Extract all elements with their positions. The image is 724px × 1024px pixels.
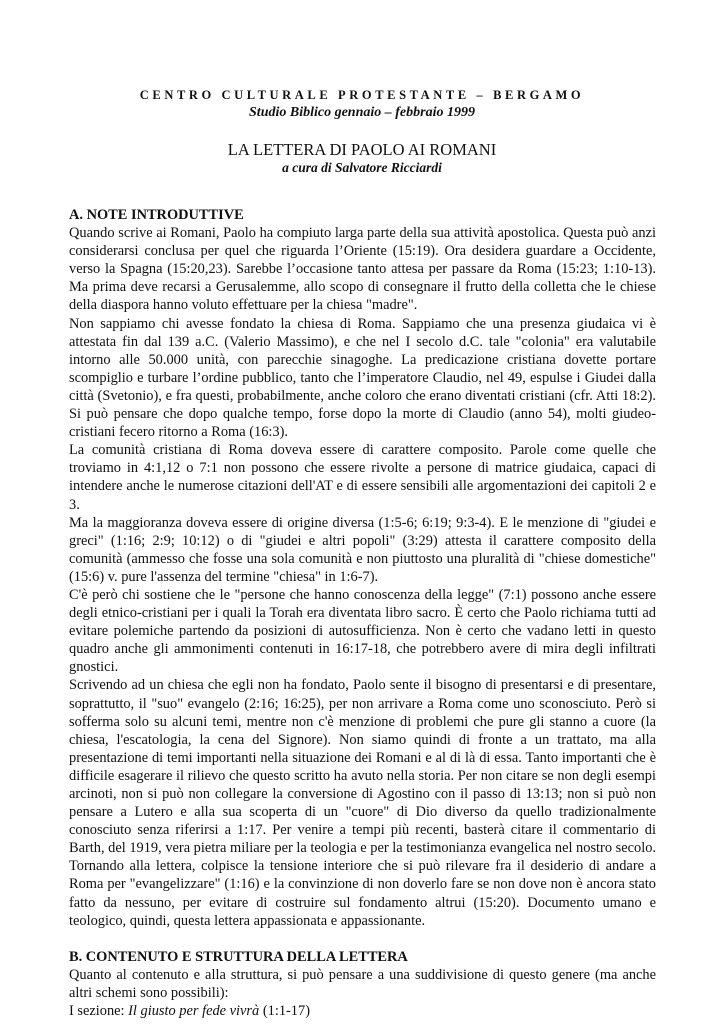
paragraph: Tornando alla lettera, colpisce la tensione interiore che si può rilevare fra il desiderio di andare a Roma per "evangelizzare" (1:16) e la convinzione di non doverlo fare se non dove non è ancora stato fatto da nessuno, per evitare di costruire sul fondamento altrui (15:20). Documento umano e teologico, quindi, questa lettera appassionata e appassionante. [69, 858, 656, 929]
curator-line: a cura di Salvatore Ricciardi [282, 160, 442, 175]
section-a-heading: A. NOTE INTRODUTTIVE [69, 207, 244, 223]
paragraph: C'è però chi sostiene che le "persone che hanno conoscenza della legge" (7:1) possono anche essere degli etnico-cristiani per i quali la Torah era diventata libro sacro. È certo che Paolo richiama tutti ad evitare polemiche partendo da posizioni di autosufficienza. Non è certo che vadano letti in questo quadro anche gli ammonimenti contenuti in 16:17-18, che potrebbero avere di mira degli infiltrati gnostici. [69, 586, 656, 676]
section-item-ref: (1:1-17) [259, 1003, 310, 1020]
paragraph: Ma la maggioranza doveva essere di origine diversa (1:5-6; 6:19; 9:3-4). E le menzione di "giudei e greci" (1:16; 2:9; 10:12) o di "giudei e altri popoli" (3:29) attesta il carattere composito della comunità (ammesso che fosse una sola comunità e non piuttosto una pluralità di "chiese domestiche" (15:6) v. pure l'assenza del termine "chiesa" in 1:6-7). [69, 514, 656, 585]
paragraph: Quando scrive ai Romani, Paolo ha compiuto larga parte della sua attività apostolica. Questa può anzi considerarsi conclusa per quel che riguarda l’Oriente (15:19). Ora desidera guardare a Occidente, verso la Spagna (15:20,23). Sarebbe l’occasione tanto attesa per passare da Roma (15:23; 1:10-13). Ma prima deve recarsi a Gerusalemme, allo scopo di consegnare il frutto della colletta che le chiese della diaspora hanno voluto effettuare per la chiesa "madre". [69, 225, 656, 314]
paragraph: Quanto al contenuto e alla struttura, si può pensare a una suddivisione di questo genere (ma anche altri schemi sono possibili): [69, 966, 656, 1001]
paragraph: Non sappiamo chi avesse fondato la chiesa di Roma. Sappiamo che una presenza giudaica vi è attestata fin dal 139 a.C. (Valerio Massimo), e che nel I secolo d.C. tale "colonia" era valutabile intorno alle 50.000 unità, con parecchie sinagoghe. La predicazione cristiana dovette portare scompiglio e turbare l’ordine pubblico, tanto che l’imperatore Claudio, nel 49, espulse i Giudei dalla città (Svetonio), e fra questi, probabilmente, anche coloro che erano diventati cristiani (cfr. Atti 18:2). Si può pensare che dopo qualche tempo, forse dopo la morte di Claudio (anno 54), molti giudeo-cristiani fecero ritorno a Roma (16:3). [69, 315, 656, 441]
document-title: LA LETTERA DI PAOLO AI ROMANI [227, 140, 497, 159]
organization-header: CENTRO CULTURALE PROTESTANTE – BERGAMO [139, 88, 585, 102]
section-b-heading: B. CONTENUTO E STRUTTURA DELLA LETTERA [69, 948, 408, 965]
document-body [69, 206, 656, 1020]
paragraph: Scrivendo ad un chiesa che egli non ha fondato, Paolo sente il bisogno di presentarsi e di presentare, soprattutto, il "suo" evangelo (2:16; 16:25), per non arrivare a Roma come uno sconosciuto. Però si sofferma solo su alcuni temi, mentre non c'è menzione di problemi che pure gli stanno a cuore (la chiesa, l'escatologia, la cena del Signore). Non siamo quindi di fronte a un trattato, ma alla presentazione di temi importanti nella situazione dei Romani e al di là di essa. Tanto importanti che è difficile esagerare il rilievo che questo scritto ha avuto nella storia. Per non citare se non degli esempi arcinoti, non si può non collegare la conversione di Agostino con il passo di 13:13; non si può non pensare a Lutero e alla sua scoperta di un "cuore" di Dio diverso da quello tradizionalmente conosciuto senza riferirsi a 1:17. Per venire a tempi più recenti, basterà citare il commentario di Barth, del 1919, vera pietra miliare per la teologia e per la testimonianza evangelica nel nostro secolo. [69, 677, 656, 857]
section-item-prefix: I sezione: [69, 1003, 129, 1020]
study-subtitle: Studio Biblico gennaio – febbraio 1999 [249, 105, 475, 120]
paragraph: La comunità cristiana di Roma doveva essere di carattere composito. Parole come quelle che troviamo in 4:1,12 o 7:1 non possono che essere rivolte a persone di matrice giudaica, capaci di intendere anche le numerose citazioni dell'AT e di essere sensibili alle argomentazioni dei capitoli 2 e 3. [69, 442, 656, 513]
section-item [69, 1002, 656, 1020]
section-item-title: Il giusto per fede vivrà [128, 1003, 260, 1020]
section-spacer [69, 930, 656, 948]
